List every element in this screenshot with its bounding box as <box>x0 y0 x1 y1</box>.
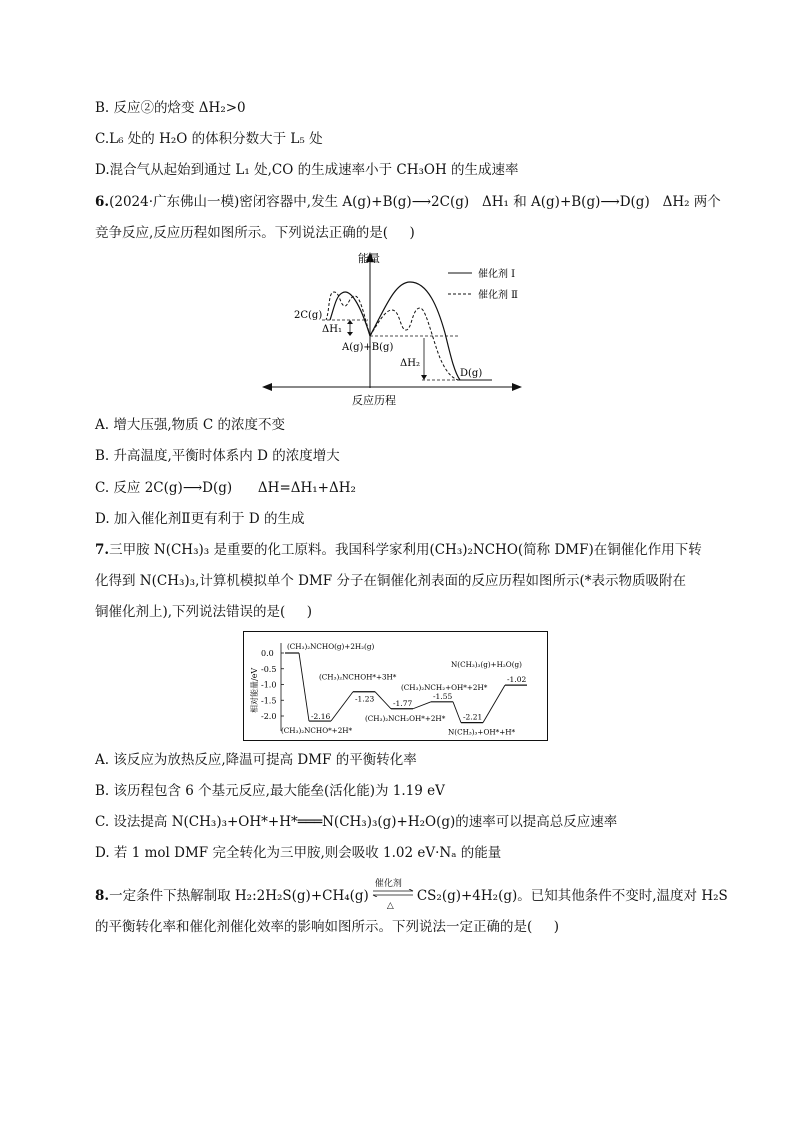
q7-value-label: -1.23 <box>355 694 375 704</box>
q7-y-axis-label: 相对能量/eV <box>250 667 259 713</box>
q7-state-label: (CH₃)₂NCHO(g)+2H₂(g) <box>287 642 375 651</box>
q5-option-b: B. 反应②的焓变 ΔH₂>0 <box>95 100 246 116</box>
q7-y-tick-label: -2.0 <box>261 712 277 721</box>
q6-energy-diagram <box>260 248 525 410</box>
q7-value-label: -1.55 <box>433 691 453 701</box>
q6-label-dh2: ΔH₂ <box>400 358 420 369</box>
q7-option-a: A. 该反应为放热反应,降温可提高 DMF 的平衡转化率 <box>95 752 417 768</box>
q6-x-axis-arrow-right <box>512 383 522 391</box>
q7-state-label: N(CH₃)₃+OH*+H* <box>448 727 516 737</box>
q6-stem-line1: 6.(2024·广东佛山一模)密闭容器中,发生 A(g)+B(g)⟶2C(g) ΔH₁ 和 A(g)+B(g)⟶D(g) ΔH₂ 两个 <box>95 194 721 210</box>
q7-y-ticks <box>261 649 284 721</box>
q8-number: 8. <box>95 888 110 904</box>
q6-y-axis-label: 能量 <box>358 252 380 265</box>
q7-stem-line3: 铜催化剂上),下列说法错误的是( ) <box>95 604 313 620</box>
q7-state-labels <box>281 642 526 737</box>
q7-state-label: N(CH₃)₃(g)+H₂O(g) <box>451 660 522 670</box>
q6-stem-line2: 竞争反应,反应历程如图所示。下列说法正确的是( ) <box>95 225 415 241</box>
q6-number: 6. <box>95 194 110 210</box>
q7-connector <box>299 653 309 721</box>
q8-stem-line2: 的平衡转化率和催化剂催化效率的影响如图所示。下列说法一定正确的是( ) <box>95 919 559 935</box>
legend-catalyst-1: 催化剂 Ⅰ <box>478 269 516 280</box>
q7-y-tick-label: -1.0 <box>261 680 277 690</box>
q6-option-d: D. 加入催化剂Ⅱ更有利于 D 的生成 <box>95 511 305 527</box>
q6-label-dh1: ΔH₁ <box>322 324 342 335</box>
q7-value-label: -2.21 <box>463 712 483 722</box>
q7-value-label: -2.16 <box>311 712 331 722</box>
q7-state-label: (CH₃)₂NCHO*+2H* <box>281 726 353 736</box>
q8-catalyst-label: 催化剂 <box>374 879 402 889</box>
q7-state-label: (CH₃)₂NCH₂+OH*+2H* <box>401 682 488 692</box>
q7-option-b: B. 该历程包含 6 个基元反应,最大能垒(活化能)为 1.19 eV <box>95 783 445 799</box>
q8-stem-line1: 8.一定条件下热解制取 H₂:2H₂S(g)+CH₄(g) 催化剂 △ CS₂(g)+4H₂(g)。已知其他条件不变时,温度对 H₂S <box>95 886 728 906</box>
q7-value-label: -1.77 <box>393 698 413 708</box>
q7-stem-line2: 化得到 N(CH₃)₃,计算机模拟单个 DMF 分子在铜催化剂表面的反应历程如图所示(*表示物质吸附在 <box>95 573 686 589</box>
q6-label-d: D(g) <box>460 368 483 379</box>
q6-label-2c: 2C(g) <box>294 310 323 321</box>
q5-option-d: D.混合气从起始到通过 L₁ 处,CO 的生成速率小于 CH₃OH 的生成速率 <box>95 162 519 178</box>
q6-option-a: A. 增大压强,物质 C 的浓度不变 <box>95 417 286 433</box>
q6-option-c: C. 反应 2C(g)⟶D(g) ΔH=ΔH₁+ΔH₂ <box>95 480 356 496</box>
q7-state-label: (CH₃)₂NCHOH*+3H* <box>319 672 397 682</box>
q7-option-c: C. 设法提高 N(CH₃)₃+OH*+H*═══N(CH₃)₃(g)+H₂O(g)的速率可以提高总反应速率 <box>95 814 618 830</box>
q7-y-tick-label: -1.5 <box>261 696 277 706</box>
q5-option-c: C.L₆ 处的 H₂O 的体积分数大于 L₅ 处 <box>95 131 323 147</box>
q7-value-label: -1.02 <box>507 675 527 685</box>
legend-catalyst-2: 催化剂 Ⅱ <box>478 290 518 301</box>
q6-x-axis-label: 反应历程 <box>352 394 396 407</box>
q8-reaction-arrow <box>369 879 417 911</box>
q7-connector <box>331 692 353 721</box>
q6-option-b: B. 升高温度,平衡时体系内 D 的浓度增大 <box>95 448 340 464</box>
q7-connector <box>413 702 431 709</box>
q7-number: 7. <box>95 542 110 558</box>
q7-connector <box>375 692 391 709</box>
q7-y-tick-label: 0.0 <box>261 649 274 658</box>
q6-x-axis-arrow-left <box>262 383 272 391</box>
q6-label-ab: A(g)+B(g) <box>342 342 394 353</box>
q7-energy-profile <box>243 631 548 741</box>
q7-y-tick-label: -0.5 <box>261 664 277 674</box>
q7-option-d: D. 若 1 mol DMF 完全转化为三甲胺,则会吸收 1.02 eV·Nₐ 的能量 <box>95 845 502 861</box>
q8-heat-label: △ <box>386 901 394 911</box>
q7-connector <box>453 702 461 723</box>
q7-state-label: (CH₃)₂NCH₂OH*+2H* <box>365 713 446 723</box>
q7-stem-line1: 7.三甲胺 N(CH₃)₃ 是重要的化工原料。我国科学家利用(CH₃)₂NCHO(简称 DMF)在铜催化作用下转 <box>95 542 702 558</box>
